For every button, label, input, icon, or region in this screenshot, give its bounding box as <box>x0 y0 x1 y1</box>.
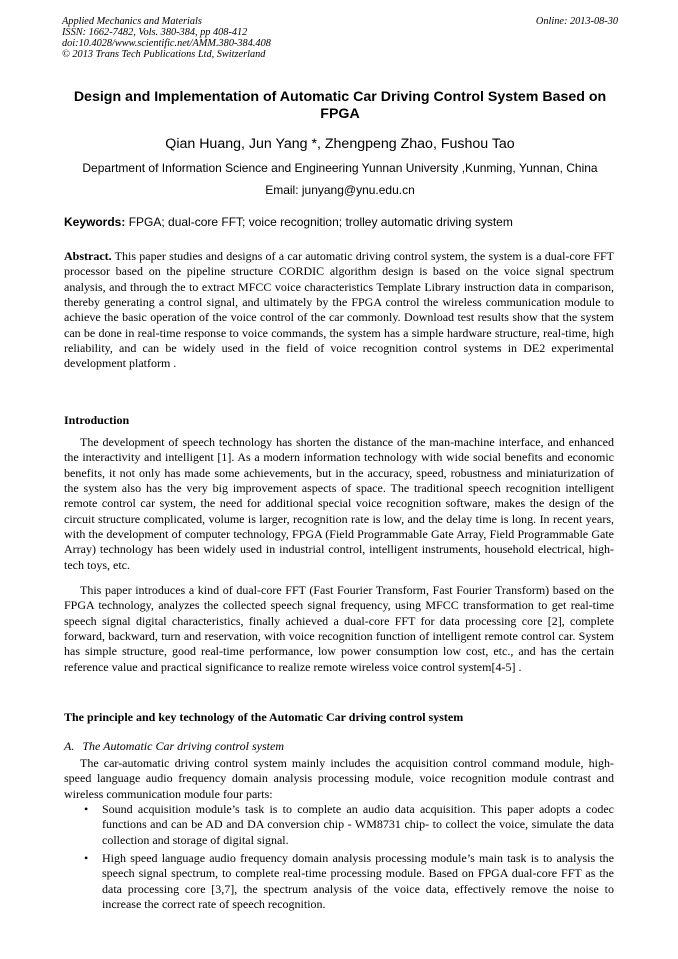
list-item <box>82 802 614 848</box>
keywords-text: FPGA; dual-core FFT; voice recognition; trolley automatic driving system <box>125 215 513 229</box>
bullet-icon: • <box>84 851 89 866</box>
section-heading: The principle and key technology of the Automatic Car driving control system <box>64 710 464 724</box>
abstract <box>64 249 614 372</box>
journal-name: Applied Mechanics and Materials <box>62 16 202 27</box>
abstract-label: Abstract. <box>64 249 112 263</box>
bullet-list <box>82 802 614 915</box>
issn-line: ISSN: 1662-7482, Vols. 380-384, pp 408-412 <box>62 27 248 38</box>
introduction-paragraph-1: The development of speech technology has shorten the distance of the man-machine interface, and enhanced the interactivity and intelligent [1]. As a modern information technology with wide social benefits and economic benefits, it not only has made some achievements, but in the accuracy, speed, robustness and miniaturization of the system also has the very big improvement aspects of space. The traditional speech recognition intelligent remote control car system, the need for additional special voice recognition software, makes the design of the circuit structure complicated, volume is larger, recognition rate is low, and the delay time is long. In recent years, with the development of computer technology, FPGA (Field Programmable Gate Array, Field Programmable Gate Array) technology has been widely used in industrial control, intelligent instruments, household electrical, high-tech toys, etc. <box>64 435 614 572</box>
journal-header <box>62 16 618 60</box>
affiliation: Department of Information Science and Engineering Yunnan University ,Kunming, Yunnan, China <box>82 161 598 175</box>
online-date: Online: 2013-08-30 <box>535 16 618 27</box>
doi-line: doi:10.4028/www.scientific.net/AMM.380-384.408 <box>62 38 271 49</box>
abstract-text: This paper studies and designs of a car automatic driving control system, the system is a dual-core FFT processor based on the pipeline structure CORDIC algorithm design is based on the voice signal spectrum analysis, and through the to extract MFCC voice characteristics Template Library instruction data in comparison, thereby generating a control signal, and ultimately by the FPGA control the wireless communication module to achieve the basic operation of the voice control of the car commonly. Download test results show that the system can be done in real-time response to voice commands, the system has a simple hardware structure, real-time, high reliability, and can be widely used in the field of voice recognition control systems in DE2 experimental development platform . <box>64 249 614 371</box>
introduction-paragraph-2: This paper introduces a kind of dual-core FFT (Fast Fourier Transform, Fast Fourier Transform) based on the FPGA technology, analyzes the collected speech signal frequency, using MFCC transformation to get real-time speech signal digital characteristics, finally achieved a dual-core FFT for data processing core [2], complete forward, backward, turn and reservation, with voice recognition function of intelligent remote control car. System has simple structure, good real-time performance, low power consumption low cost, etc., and has the certain reference value and practical significance to realize remote wireless voice control system[4-5] . <box>64 583 614 674</box>
subsection-heading <box>64 739 284 754</box>
introduction-heading: Introduction <box>64 413 130 427</box>
contact-email: Email: junyang@ynu.edu.cn <box>265 183 415 197</box>
subsection-title: The Automatic Car driving control system <box>82 739 284 753</box>
author-list: Qian Huang, Jun Yang *, Zhengpeng Zhao, Fushou Tao <box>165 136 515 152</box>
list-item-text: High speed language audio frequency domain analysis processing module’s main task is to analysis the speech signal spectrum, to complete real-time processing module. Based on FPGA dual-core FFT as the data processing core [3,7], the spectrum analysis of the voice data, effectively remove the noise to increase the correct rate of speech recognition. <box>102 851 614 912</box>
list-item-text: Sound acquisition module’s task is to complete an audio data acquisition. This paper adopts a codec functions and can be AD and DA conversion chip - WM8731 chip- to collect the voice, simulate the data collection and storage of digital signal. <box>102 802 614 847</box>
bullet-icon: • <box>84 802 89 816</box>
keywords-line <box>64 215 616 229</box>
copyright-line: © 2013 Trans Tech Publications Ltd, Switzerland <box>62 49 266 60</box>
list-item <box>82 851 614 912</box>
keywords-label: Keywords: <box>64 215 126 229</box>
section-paragraph: The car-automatic driving control system mainly includes the acquisition control command module, high-speed language audio frequency domain analysis processing module, voice recognition module contrast and wireless communication module four parts: <box>64 756 614 801</box>
paper-title: Design and Implementation of Automatic Car Driving Control System Based on FPGA <box>73 89 607 122</box>
subsection-number: A. <box>64 739 75 753</box>
